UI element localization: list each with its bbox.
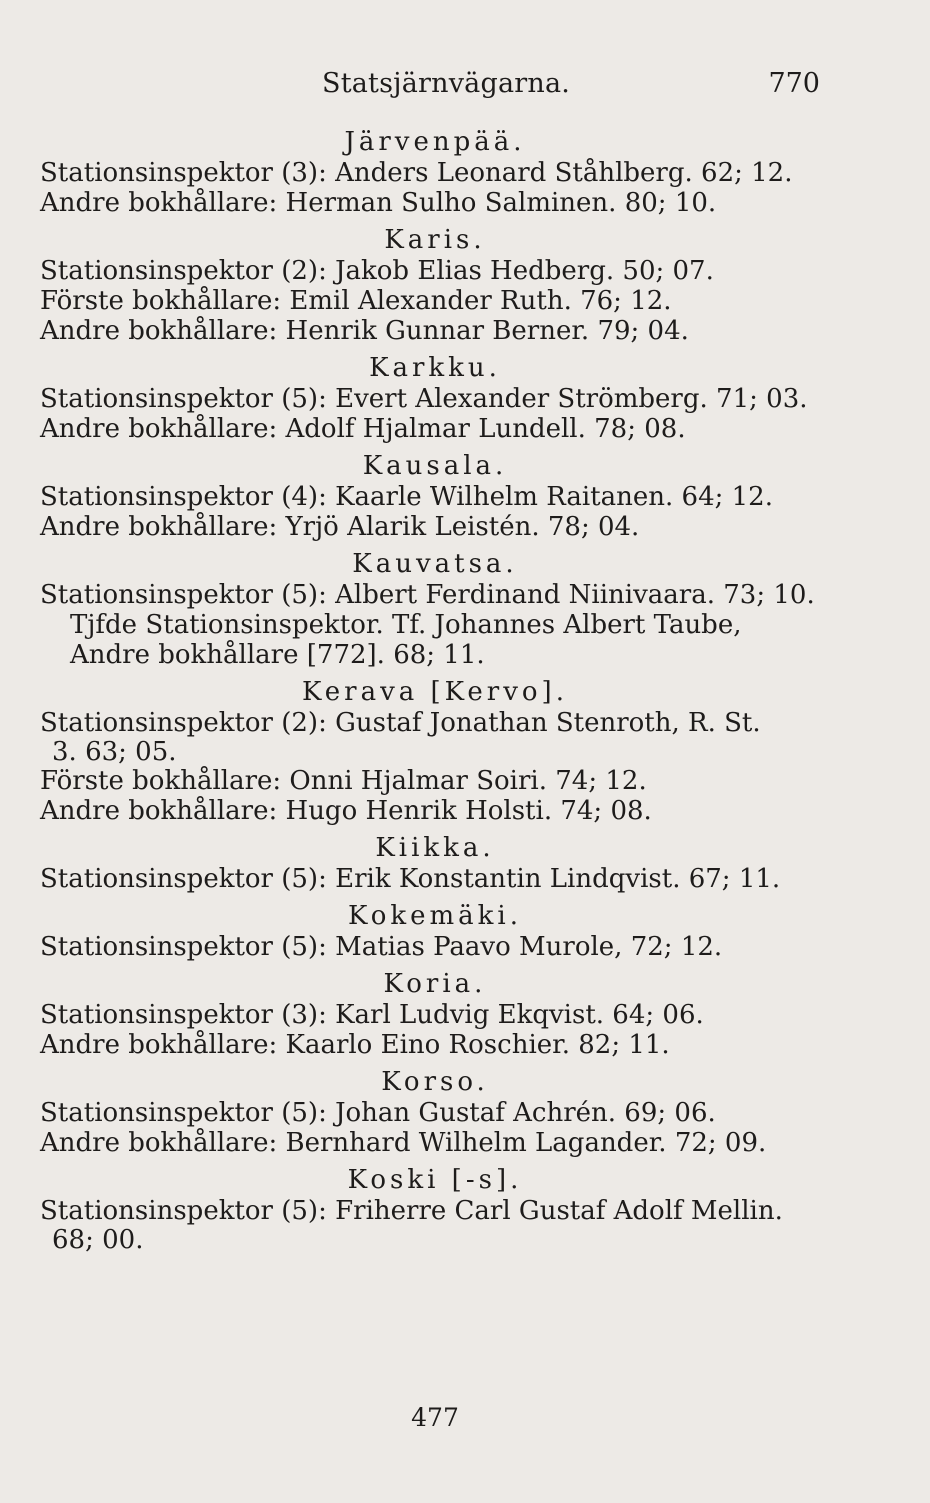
station-directory	[40, 126, 830, 1254]
station-kerava	[40, 670, 830, 826]
station-kausala	[40, 444, 830, 542]
staff-entry: Stationsinspektor (2): Jakob Elias Hedberg. 50; 07.	[40, 256, 714, 286]
staff-entry: Tjfde Stationsinspektor. Tf. Johannes Albert Taube,	[70, 610, 742, 640]
staff-entry: Stationsinspektor (5): Evert Alexander Strömberg. 71; 03.	[40, 384, 808, 414]
staff-entry: Andre bokhållare: Bernhard Wilhelm Lagander. 72; 09.	[40, 1128, 767, 1158]
staff-entry: Stationsinspektor (2): Gustaf Jonathan Stenroth, R. St.	[40, 708, 761, 738]
station-karkku	[40, 346, 830, 444]
station-heading: Koski [-s].	[347, 1165, 523, 1195]
staff-entry: Stationsinspektor (5): Albert Ferdinand Niinivaara. 73; 10.	[40, 580, 815, 610]
station-heading: Järvenpää.	[344, 127, 526, 157]
staff-entry: Andre bokhållare: Adolf Hjalmar Lundell. 78; 08.	[40, 414, 686, 444]
station-jarvenpaa	[40, 126, 830, 218]
staff-entry: Stationsinspektor (5): Friherre Carl Gustaf Adolf Mellin.	[40, 1196, 783, 1226]
station-heading: Korso.	[381, 1067, 489, 1097]
station-heading: Karkku.	[369, 353, 501, 383]
station-kauvatsa	[40, 542, 830, 670]
page-footer	[0, 1403, 930, 1432]
station-heading: Karis.	[384, 225, 486, 255]
station-koski	[40, 1158, 830, 1254]
station-heading: Kauvatsa.	[352, 549, 518, 579]
staff-entry-continuation: 68; 00.	[52, 1225, 144, 1255]
running-header	[0, 68, 930, 108]
station-korso	[40, 1060, 830, 1158]
staff-entry: Förste bokhållare: Emil Alexander Ruth. 76; 12.	[40, 286, 672, 316]
sheet-number: 477	[411, 1403, 459, 1432]
staff-entry: Andre bokhållare: Yrjö Alarik Leistén. 78; 04.	[40, 512, 640, 542]
station-kiikka	[40, 826, 830, 894]
staff-entry: Stationsinspektor (5): Matias Paavo Murole, 72; 12.	[40, 932, 723, 962]
staff-entry: Stationsinspektor (5): Johan Gustaf Achrén. 69; 06.	[40, 1098, 716, 1128]
staff-entry: Andre bokhållare [772]. 68; 11.	[70, 640, 485, 670]
staff-entry: Andre bokhållare: Kaarlo Eino Roschier. 82; 11.	[40, 1030, 670, 1060]
station-heading: Kiikka.	[375, 833, 495, 863]
station-heading: Kerava [Kervo].	[302, 677, 568, 707]
staff-entry: Stationsinspektor (3): Anders Leonard Ståhlberg. 62; 12.	[40, 158, 793, 188]
station-karis	[40, 218, 830, 346]
staff-entry: Andre bokhållare: Hugo Henrik Holsti. 74; 08.	[40, 796, 652, 826]
staff-entry: Stationsinspektor (4): Kaarle Wilhelm Raitanen. 64; 12.	[40, 482, 773, 512]
staff-entry: Andre bokhållare: Herman Sulho Salminen. 80; 10.	[40, 188, 717, 218]
page-number: 770	[768, 68, 820, 99]
staff-entry: Förste bokhållare: Onni Hjalmar Soiri. 74; 12.	[40, 766, 647, 796]
staff-entry-continuation: 3. 63; 05.	[52, 737, 177, 767]
header-title: Statsjärnvägarna.	[322, 68, 571, 99]
station-heading: Kausala.	[362, 451, 508, 481]
staff-entry: Stationsinspektor (5): Erik Konstantin Lindqvist. 67; 11.	[40, 864, 781, 894]
staff-entry: Stationsinspektor (3): Karl Ludvig Ekqvist. 64; 06.	[40, 1000, 704, 1030]
staff-entry: Andre bokhållare: Henrik Gunnar Berner. 79; 04.	[40, 316, 689, 346]
station-heading: Kokemäki.	[347, 901, 522, 931]
station-koria	[40, 962, 830, 1060]
station-kokemaki	[40, 894, 830, 962]
station-heading: Koria.	[383, 969, 487, 999]
